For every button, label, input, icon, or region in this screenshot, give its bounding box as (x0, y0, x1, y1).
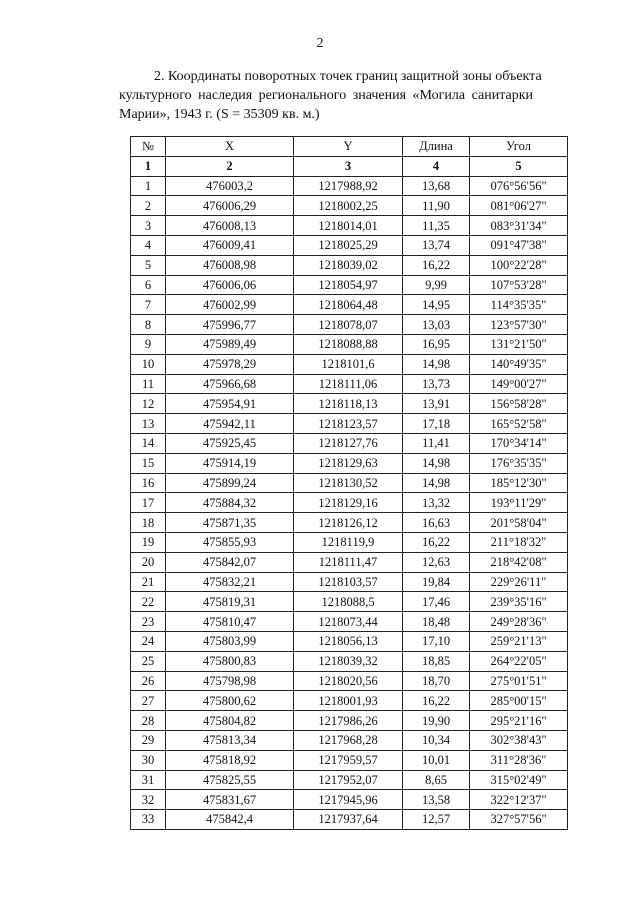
cell-number: 9 (131, 334, 166, 354)
cell-angle: 311°28'36" (470, 750, 568, 770)
cell-y: 1218064,48 (294, 295, 403, 315)
table-row (131, 315, 568, 335)
cell-length: 18,48 (403, 612, 470, 632)
cell-number: 4 (131, 235, 166, 255)
cell-length: 14,98 (403, 453, 470, 473)
cell-length: 13,74 (403, 235, 470, 255)
cell-angle: 327°57'56" (470, 810, 568, 830)
table-row (131, 493, 568, 513)
cell-x: 475884,32 (166, 493, 294, 513)
cell-angle: 100°22'28" (470, 255, 568, 275)
cell-y: 1218088,88 (294, 334, 403, 354)
cell-length: 12,57 (403, 810, 470, 830)
column-number: 2 (166, 156, 294, 176)
cell-length: 12,63 (403, 552, 470, 572)
cell-x: 475831,67 (166, 790, 294, 810)
cell-y: 1217968,28 (294, 730, 403, 750)
cell-number: 2 (131, 196, 166, 216)
table-row (131, 414, 568, 434)
cell-number: 11 (131, 374, 166, 394)
cell-x: 475819,31 (166, 592, 294, 612)
cell-angle: 259°21'13" (470, 631, 568, 651)
cell-length: 19,90 (403, 711, 470, 731)
table-row (131, 374, 568, 394)
cell-angle: 083°31'34" (470, 216, 568, 236)
cell-angle: 239°35'16" (470, 592, 568, 612)
cell-angle: 131°21'50" (470, 334, 568, 354)
cell-length: 16,22 (403, 691, 470, 711)
heading-line-2: культурного наследия регионального значения «Могила санитарки (119, 88, 533, 103)
cell-angle: 322°12'37" (470, 790, 568, 810)
table-row (131, 730, 568, 750)
cell-x: 476003,2 (166, 176, 294, 196)
cell-length: 13,58 (403, 790, 470, 810)
cell-y: 1217937,64 (294, 810, 403, 830)
cell-angle: 264°22'05" (470, 651, 568, 671)
cell-length: 14,98 (403, 473, 470, 493)
table-row (131, 691, 568, 711)
cell-x: 475914,19 (166, 453, 294, 473)
cell-number: 18 (131, 513, 166, 533)
cell-angle: 275°01'51" (470, 671, 568, 691)
cell-y: 1218056,13 (294, 631, 403, 651)
cell-number: 13 (131, 414, 166, 434)
cell-y: 1217945,96 (294, 790, 403, 810)
cell-x: 475800,62 (166, 691, 294, 711)
cell-y: 1217986,26 (294, 711, 403, 731)
cell-length: 10,01 (403, 750, 470, 770)
cell-angle: 285°00'15" (470, 691, 568, 711)
cell-x: 475871,35 (166, 513, 294, 533)
cell-x: 476009,41 (166, 235, 294, 255)
cell-number: 22 (131, 592, 166, 612)
header-x: X (166, 137, 294, 157)
cell-number: 7 (131, 295, 166, 315)
cell-angle: 165°52'58" (470, 414, 568, 434)
cell-y: 1218025,29 (294, 235, 403, 255)
table-row (131, 513, 568, 533)
cell-number: 23 (131, 612, 166, 632)
table-row (131, 196, 568, 216)
cell-number: 16 (131, 473, 166, 493)
cell-number: 28 (131, 711, 166, 731)
coordinates-table (130, 136, 568, 830)
cell-x: 475798,98 (166, 671, 294, 691)
cell-x: 475818,92 (166, 750, 294, 770)
cell-y: 1218078,07 (294, 315, 403, 335)
header-number: № (131, 137, 166, 157)
cell-y: 1217952,07 (294, 770, 403, 790)
cell-x: 475954,91 (166, 394, 294, 414)
cell-length: 10,34 (403, 730, 470, 750)
cell-angle: 081°06'27" (470, 196, 568, 216)
cell-number: 21 (131, 572, 166, 592)
cell-length: 13,68 (403, 176, 470, 196)
cell-number: 15 (131, 453, 166, 473)
cell-length: 16,22 (403, 532, 470, 552)
cell-length: 8,65 (403, 770, 470, 790)
cell-x: 475899,24 (166, 473, 294, 493)
cell-y: 1218073,44 (294, 612, 403, 632)
cell-length: 16,63 (403, 513, 470, 533)
cell-y: 1218014,01 (294, 216, 403, 236)
cell-x: 475978,29 (166, 354, 294, 374)
cell-x: 475989,49 (166, 334, 294, 354)
cell-y: 1218101,6 (294, 354, 403, 374)
cell-y: 1218054,97 (294, 275, 403, 295)
cell-number: 29 (131, 730, 166, 750)
table-header-row (131, 137, 568, 157)
cell-x: 476008,98 (166, 255, 294, 275)
cell-number: 3 (131, 216, 166, 236)
cell-angle: 176°35'35" (470, 453, 568, 473)
cell-length: 16,95 (403, 334, 470, 354)
cell-number: 10 (131, 354, 166, 374)
table-row (131, 235, 568, 255)
cell-x: 475813,34 (166, 730, 294, 750)
table-row (131, 651, 568, 671)
table-row (131, 750, 568, 770)
column-number: 5 (470, 156, 568, 176)
cell-y: 1218020,56 (294, 671, 403, 691)
cell-angle: 315°02'49" (470, 770, 568, 790)
column-number: 4 (403, 156, 470, 176)
cell-number: 33 (131, 810, 166, 830)
cell-y: 1218111,06 (294, 374, 403, 394)
cell-angle: 295°21'16" (470, 711, 568, 731)
table-row (131, 354, 568, 374)
cell-length: 11,90 (403, 196, 470, 216)
table-row (131, 433, 568, 453)
cell-number: 24 (131, 631, 166, 651)
table-row (131, 790, 568, 810)
cell-y: 1218039,32 (294, 651, 403, 671)
cell-y: 1217988,92 (294, 176, 403, 196)
cell-number: 19 (131, 532, 166, 552)
table-row (131, 671, 568, 691)
cell-x: 475810,47 (166, 612, 294, 632)
table-row (131, 631, 568, 651)
cell-angle: 249°28'36" (470, 612, 568, 632)
cell-number: 17 (131, 493, 166, 513)
cell-angle: 211°18'32" (470, 532, 568, 552)
cell-x: 475942,11 (166, 414, 294, 434)
table-row (131, 275, 568, 295)
cell-x: 475832,21 (166, 572, 294, 592)
cell-length: 11,35 (403, 216, 470, 236)
table-row (131, 255, 568, 275)
cell-y: 1218123,57 (294, 414, 403, 434)
cell-x: 475966,68 (166, 374, 294, 394)
cell-number: 27 (131, 691, 166, 711)
cell-length: 16,22 (403, 255, 470, 275)
cell-x: 475925,45 (166, 433, 294, 453)
cell-y: 1218130,52 (294, 473, 403, 493)
table-row (131, 770, 568, 790)
section-heading (119, 67, 542, 124)
cell-x: 475825,55 (166, 770, 294, 790)
cell-number: 12 (131, 394, 166, 414)
heading-line-3: Марии», 1943 г. (S = 35309 кв. м.) (119, 107, 320, 122)
cell-angle: 229°26'11" (470, 572, 568, 592)
cell-y: 1218002,25 (294, 196, 403, 216)
cell-number: 32 (131, 790, 166, 810)
table-row (131, 176, 568, 196)
column-number: 3 (294, 156, 403, 176)
cell-y: 1218103,57 (294, 572, 403, 592)
table-row (131, 612, 568, 632)
cell-angle: 149°00'27" (470, 374, 568, 394)
cell-x: 476006,29 (166, 196, 294, 216)
cell-y: 1218119,9 (294, 532, 403, 552)
cell-angle: 201°58'04" (470, 513, 568, 533)
header-length: Длина (403, 137, 470, 157)
cell-y: 1218118,13 (294, 394, 403, 414)
cell-length: 13,73 (403, 374, 470, 394)
cell-y: 1218129,16 (294, 493, 403, 513)
header-angle: Угол (470, 137, 568, 157)
cell-y: 1217959,57 (294, 750, 403, 770)
cell-length: 17,18 (403, 414, 470, 434)
cell-angle: 107°53'28" (470, 275, 568, 295)
cell-x: 476006,06 (166, 275, 294, 295)
cell-angle: 156°58'28" (470, 394, 568, 414)
table-row (131, 453, 568, 473)
cell-length: 18,85 (403, 651, 470, 671)
cell-y: 1218088,5 (294, 592, 403, 612)
cell-x: 475996,77 (166, 315, 294, 335)
cell-angle: 302°38'43" (470, 730, 568, 750)
table-row (131, 394, 568, 414)
cell-number: 31 (131, 770, 166, 790)
cell-y: 1218129,63 (294, 453, 403, 473)
cell-number: 26 (131, 671, 166, 691)
cell-number: 8 (131, 315, 166, 335)
cell-length: 14,95 (403, 295, 470, 315)
cell-number: 6 (131, 275, 166, 295)
cell-x: 475803,99 (166, 631, 294, 651)
cell-x: 476008,13 (166, 216, 294, 236)
cell-x: 476002,99 (166, 295, 294, 315)
cell-y: 1218111,47 (294, 552, 403, 572)
cell-y: 1218126,12 (294, 513, 403, 533)
cell-angle: 185°12'30" (470, 473, 568, 493)
cell-x: 475842,4 (166, 810, 294, 830)
cell-angle: 193°11'29" (470, 493, 568, 513)
table-row (131, 216, 568, 236)
page-number: 2 (316, 36, 324, 51)
cell-angle: 091°47'38" (470, 235, 568, 255)
cell-angle: 123°57'30" (470, 315, 568, 335)
cell-x: 475842,07 (166, 552, 294, 572)
cell-x: 475804,82 (166, 711, 294, 731)
cell-y: 1218001,93 (294, 691, 403, 711)
cell-x: 475800,83 (166, 651, 294, 671)
cell-length: 17,10 (403, 631, 470, 651)
cell-length: 13,91 (403, 394, 470, 414)
cell-y: 1218039,02 (294, 255, 403, 275)
table-row (131, 532, 568, 552)
table-row (131, 711, 568, 731)
cell-length: 11,41 (403, 433, 470, 453)
cell-angle: 076°56'56" (470, 176, 568, 196)
header-y: Y (294, 137, 403, 157)
column-number: 1 (131, 156, 166, 176)
cell-angle: 114°35'35" (470, 295, 568, 315)
cell-number: 1 (131, 176, 166, 196)
cell-number: 25 (131, 651, 166, 671)
cell-length: 19,84 (403, 572, 470, 592)
cell-length: 14,98 (403, 354, 470, 374)
cell-number: 30 (131, 750, 166, 770)
cell-angle: 140°49'35" (470, 354, 568, 374)
cell-length: 17,46 (403, 592, 470, 612)
cell-y: 1218127,76 (294, 433, 403, 453)
table-row (131, 592, 568, 612)
cell-length: 18,70 (403, 671, 470, 691)
cell-angle: 218°42'08" (470, 552, 568, 572)
cell-length: 9,99 (403, 275, 470, 295)
table-row (131, 295, 568, 315)
cell-angle: 170°34'14" (470, 433, 568, 453)
cell-length: 13,32 (403, 493, 470, 513)
cell-length: 13,03 (403, 315, 470, 335)
table-row (131, 473, 568, 493)
cell-x: 475855,93 (166, 532, 294, 552)
heading-line-1: 2. Координаты поворотных точек границ защитной зоны объекта (154, 69, 542, 84)
table-row (131, 334, 568, 354)
cell-number: 14 (131, 433, 166, 453)
cell-number: 20 (131, 552, 166, 572)
table-row (131, 810, 568, 830)
column-number-row (131, 156, 568, 176)
table-row (131, 572, 568, 592)
table-row (131, 552, 568, 572)
cell-number: 5 (131, 255, 166, 275)
